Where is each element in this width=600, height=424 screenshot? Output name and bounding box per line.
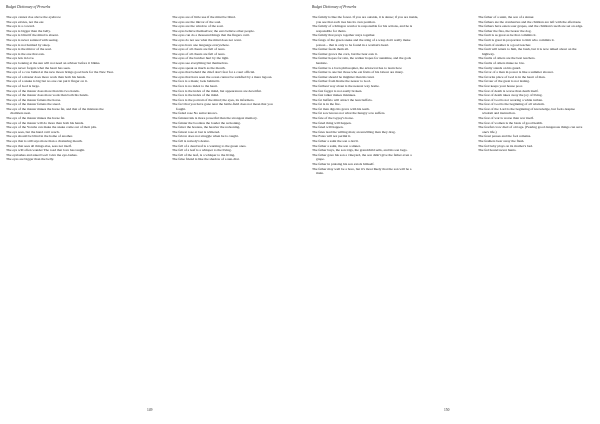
proverb-entry: The fall is nobody's desire.: [172, 139, 210, 144]
proverb-entry: The eyes are the window of the soul.: [172, 24, 224, 29]
proverb-entry: The fall of a dead leaf is a warning to the green ones.: [172, 143, 247, 148]
left-page-column-1: [6, 15, 114, 162]
proverb-entry: The face is the portrait of the mind; the eyes, its informers.: [172, 97, 255, 102]
proverb-entry: The fault will return to him, the bush, but it is now talked about on the highway.: [478, 47, 577, 56]
proverb-entry: The false friend is like the shadow of a sun-dial.: [172, 157, 240, 162]
proverb-entry: The fates lead the willing man; an unwilling man they drag.: [312, 129, 396, 134]
proverb-entry: The faults of others make no law.: [478, 60, 525, 65]
proverb-entry: The eyes see everything but themselves.: [172, 60, 229, 65]
right-page-column-1: [312, 15, 420, 176]
proverb-entry: The eyes are of little use if the mind be blind.: [172, 15, 236, 19]
proverb-entry: The eye of the master fattens the horse.: [6, 97, 62, 102]
proverb-entry: The eye cannot rise above the eyebrow.: [6, 15, 62, 19]
proverb-entry: The farmer grows the corn, but the bear eats it.: [312, 51, 378, 56]
proverb-entry: The eyes of all cheats are full of tears.: [172, 51, 226, 56]
proverb-entry: The eye sees, but the hand can't reach.: [6, 129, 60, 134]
proverb-entry: The eye of the master makes the horse fat.: [6, 116, 66, 121]
proverb-entry: The fat buffalo will attract the lean buffalo.: [312, 97, 373, 102]
proverb-entry: The family of a Klingon warrior is responsible for his actions, and he is responsible for theirs.: [312, 24, 413, 33]
proverb-entry: The farmer feeds them all.: [312, 47, 350, 52]
proverb-entry: The farther from Rome the nearer to God.: [312, 79, 371, 84]
left-page-column-2: [172, 15, 280, 162]
proverb-entry: The faulty stands on his guard.: [478, 65, 522, 70]
proverb-entry: The eye that sees all things else, sees not itself.: [6, 143, 72, 148]
running-head: Budget Dictionary of Proverbs: [6, 5, 51, 9]
proverb-entry: The eye is the mirror of the soul.: [6, 47, 52, 52]
proverb-entry: The favorite place of God is in the heart of man.: [478, 74, 546, 79]
proverb-entry: The faults of others are the best teachers.: [478, 56, 536, 61]
proverb-entry: The faded rose No suitor knows.: [172, 111, 218, 116]
proverb-entry: The eyes can do a thousand things that the fingers can't.: [172, 33, 251, 38]
proverb-entry: The face is no index to the heart.: [172, 83, 218, 88]
proverb-entry: The eye is not harmed by sleep.: [6, 42, 51, 47]
proverb-entry: The fear of God is not wearing a white turban.: [478, 97, 543, 102]
proverb-entry: The fear of God is the beginning of all wisdom.: [478, 102, 545, 107]
proverb-entry: The eye envies, not the ear.: [6, 19, 45, 24]
proverb-entry: The eye lets in love.: [6, 56, 35, 61]
proverb-entry: The eyes have one language everywhere.: [172, 42, 230, 47]
proverb-entry: The fact that you have gone near the battle-field does not mean that you fought.: [172, 102, 273, 111]
proverb-entry: The eye should be blind in the home of another.: [6, 134, 73, 139]
proverb-entry: The eyes are bigger than the belly.: [6, 157, 55, 162]
proverb-entry: The father a saint the son a devil.: [312, 139, 359, 144]
proverb-entry: The face is the index of the mind.: [172, 93, 220, 98]
proverb-entry: The fangs of the green snake and the sting of a wasp don't really make poison – that is only to be found in a woman's heart.: [312, 37, 411, 47]
proverb-entry: The eye of God is large.: [6, 83, 40, 88]
proverb-entry: The eye of the master will do more than both his hands.: [6, 120, 84, 125]
proverb-entry: The eye of a master does more work than both his hands.: [6, 74, 86, 79]
proverb-entry: The fault of another is a good teacher.: [478, 42, 532, 47]
proverb-entry: The family that prays together stays together.: [312, 33, 376, 38]
proverb-entry: The feathers bear away the flesh.: [478, 139, 525, 144]
proverb-entry: The favour of the great is not lasting.: [478, 79, 530, 84]
proverb-entry: The eye is bigger than the belly.: [6, 28, 51, 33]
proverb-entry: The eye is the one that eats.: [6, 51, 45, 56]
proverb-entry: The fated thing will happen.: [312, 120, 352, 125]
proverb-entry: The father in praising his son extols himself.: [312, 162, 375, 166]
proverb-entry: The favor of a man in power is like a summer shower.: [478, 70, 554, 75]
proverb-entry: The eyes that have seen the ocean cannot be satisfied by a mere lagoon.: [172, 74, 273, 79]
proverb-entry: The farmer is a born philosopher, the aristocrat has to learn how.: [312, 65, 403, 70]
proverb-entry: The fall of a leaf is a whisper to the living.: [172, 148, 232, 153]
proverb-entry: The feast passes and the fool remains.: [478, 134, 532, 139]
proverb-entry: The father buys, the son trigs, the grandchild sells, and his son begs.: [312, 148, 408, 153]
proverb-entry: The eye is never satiated with seeing.: [6, 37, 59, 42]
proverb-entry: The fast talker makes mistakes.: [312, 93, 357, 98]
proverb-entry: The fathers have eaten sour grapes, and the children's teeth are set on edge.: [478, 24, 584, 29]
proverb-entry: The fearful crow died of old age. (Fearing good dangerous things can save one's life.): [478, 125, 583, 134]
proverb-entry: The eye of the master does more work than both his hands.: [6, 93, 89, 98]
proverb-entry: The eyelashes and asked God: Give me eye-lashes.: [6, 152, 78, 157]
proverb-entry: The eye will often wander The road that love has taught.: [6, 148, 86, 153]
proverb-entry: The eyes speak as much as the mouth.: [172, 65, 226, 70]
proverb-entry: The fate of the Gypsy's horse.: [312, 116, 354, 121]
proverb-entry: The eye of the Yoruba can make the snake come out of their pits.: [6, 125, 97, 130]
proverb-entry: The fear of the Lord is the beginning of knowledge, but fools despise wisdom and instruction.: [478, 106, 575, 116]
proverb-entry: The falcon does not struggle when he is caught.: [172, 134, 239, 139]
proverb-entry: The farmer should be mightier than his land.: [312, 74, 375, 79]
proverb-entry: The fat is in the fire.: [312, 102, 341, 107]
proverb-entry: The fault is great in proportion to him who commits it.: [478, 37, 555, 42]
proverb-entry: The father the flea, the bearer the dog.: [478, 28, 532, 33]
proverb-entry: The eye is blind if the mind is absent.: [6, 33, 59, 38]
proverb-entry: The eye of the master fattens the steed.: [6, 102, 61, 107]
proverb-entry: The father gave his son a vineyard, the son didn't give the father even a grape.: [312, 152, 412, 162]
proverb-entry: The eyes that beheld the chief don't fear for a court official.: [172, 70, 256, 75]
proverb-entry: The fall of the leaf, is a whisper to the living.: [172, 152, 236, 157]
proverb-entry: The family is like the forest. If you are outside, it is dense; if you are inside, you see that each tree has its own position.: [312, 15, 419, 24]
proverb-entry: The eye of a cow bulled at the new moon brings good luck for the New Year.: [6, 70, 114, 75]
proverb-entry: The fear of war is worse than war itself.: [478, 116, 534, 121]
proverb-entry: The fat man digs his grave with his teeth.: [312, 106, 370, 111]
proverb-entry: The fast faggot is not easily broken.: [312, 88, 363, 93]
proverb-entry: The father a saint, the son a sinner.: [312, 143, 361, 148]
proverb-entry: The fathers ate the cranberries and the children are left with the aftertaste.: [478, 19, 582, 24]
proverb-entry: The farthest way about is the nearest way home.: [312, 83, 380, 88]
proverb-entry: The fainter the bootless the louder the reckoning.: [172, 120, 241, 125]
proverb-entry: The fed baby plays on its mother's bed.: [478, 143, 533, 148]
proverb-entry: The eye is a coward.: [6, 24, 35, 29]
proverb-entry: The eyes do not see what the mind does not want.: [172, 37, 242, 42]
proverb-entry: The eyes of the butcher hurt by the light.: [172, 56, 230, 61]
proverb-entry: The face is the index of the mind, but appearances are deceitful.: [172, 88, 262, 93]
proverb-entry: The fated will happen.: [312, 125, 344, 130]
proverb-entry: The fairest rose at last is withered.: [172, 129, 221, 134]
proverb-entry: The farmer hopes for rain, the walker hopes for sunshine, and the gods hesitate.: [312, 56, 411, 65]
proverb-entry: The eye looking at the sun will not need an adviser before it blinks.: [6, 60, 101, 65]
proverb-entry: The fear of women is the basis of good health.: [478, 120, 543, 125]
proverb-entry: The face is a mask; look behind it.: [172, 79, 221, 84]
right-page: [300, 0, 600, 424]
page-number: 150: [444, 408, 450, 412]
proverb-entry: The fear of death is worse than death itself.: [478, 88, 539, 93]
right-page-column-2: [478, 15, 586, 153]
proverb-entry: The eye of the master makes the horse fat, and that of the mistress the chambers neat.: [6, 106, 104, 116]
proverb-entry: The eye never forgets what the heart has seen.: [6, 65, 71, 70]
proverb-entry: The eyes of all cheats are full of tears.: [172, 47, 226, 52]
proverb-entry: The Fates will not permit it.: [312, 134, 352, 139]
proverb-entry: The faintest ink is more powerful than the strongest memory.: [172, 116, 258, 121]
proverb-entry: The fault is as great as he that commits it.: [478, 33, 537, 38]
proverb-entry: The eye of the master does more than his two hands.: [6, 88, 80, 93]
proverb-entry: The fear of death takes away the joy of living.: [478, 93, 543, 98]
proverb-entry: The eye of a snake is big but no one can put it finger on it.: [6, 79, 88, 84]
page-number: 149: [147, 408, 153, 412]
proverb-entry: The fear keeps your house poor.: [478, 83, 523, 88]
proverb-entry: The fat sow knows not what the hungry sow suffers.: [312, 111, 386, 116]
proverb-entry: The father may well be a bore, but it's most likely that the son will be a mule.: [312, 166, 412, 176]
proverb-entry: The fed hound never hunts.: [478, 148, 517, 153]
proverb-entry: The eye that is still says more than a chattering mouth.: [6, 139, 83, 144]
running-head: Budget Dictionary of Proverbs: [312, 5, 357, 9]
proverb-entry: The fairer the hostess, the heavier the reckoning.: [172, 125, 241, 130]
proverb-entry: The eyes believe themselves; the ears believe other people.: [172, 28, 255, 33]
proverb-entry: The father of a saint, the son of a sinner.: [478, 15, 535, 19]
proverb-entry: The farmer is one but those who eat fruits of his labour are many.: [312, 70, 404, 75]
proverb-entry: The eyes are the mirror of the soul.: [172, 19, 222, 24]
